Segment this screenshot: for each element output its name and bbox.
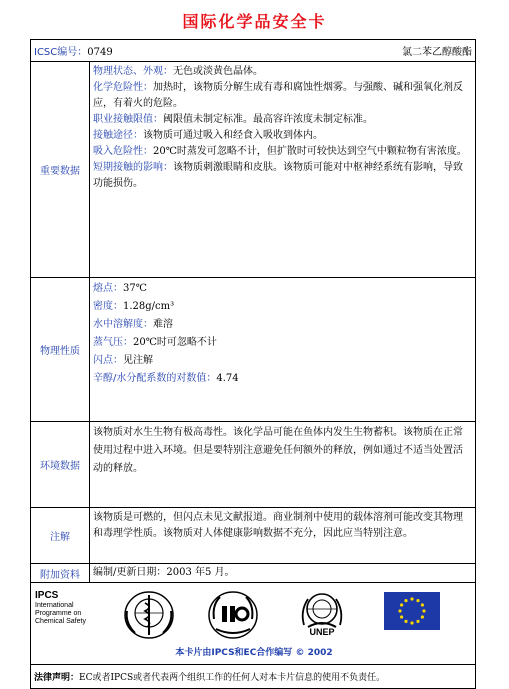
ipcs-logo-text: IPCS International Programme on Chemical Safety — [35, 590, 86, 625]
disclaimer: 法律声明： EC或者IPCS或者代表两个组织工作的任何人对本卡片信息的使用不负责任。 — [34, 673, 386, 683]
hazard-item: 吸入危险性：20℃时蒸发可忽略不计，但扩散时可较快达到空气中颗粒物有害浓度。 — [93, 146, 467, 157]
physical-item: 蒸气压：20℃时可忽略不计 — [93, 337, 217, 348]
card-header — [31, 40, 475, 62]
safety-card — [30, 39, 476, 689]
environment-label: 环境数据 — [31, 422, 90, 507]
additional-label: 附加资料 — [31, 564, 90, 582]
physical-content — [90, 278, 475, 421]
hazard-item: 接触途径：该物质可通过吸入和经食入吸收到体内。 — [93, 130, 323, 141]
physical-item: 水中溶解度：难溶 — [93, 319, 173, 330]
icsc-number: ICSC编号：0749 — [34, 47, 113, 58]
notes-text: 该物质是可燃的，但闪点未见文献报道。商业制剂中使用的载体溶剂可能改变其物理和毒理学性质。该物质对人体健康影响数据不充分，因此应当特别注意。 — [93, 512, 463, 539]
who-logo-icon — [121, 589, 177, 641]
physical-item: 密度：1.28g/cm³ — [93, 301, 175, 312]
logos-section — [31, 583, 475, 665]
additional-section — [31, 564, 475, 583]
eu-flag-icon — [384, 592, 440, 630]
hazard-item: 化学危险性：加热时，该物质分解生成有毒和腐蚀性烟雾。与强酸、碱和强氧化剂反应，有着火的危险。 — [93, 82, 463, 109]
card-title: 国际化学品安全卡 — [182, 12, 327, 31]
additional-text: 编制/更新日期：2003 年5 月。 — [93, 567, 235, 578]
hazard-label: 重要数据 — [31, 62, 90, 277]
hazard-item: 物理状态、外观：无色或淡黄色晶体。 — [93, 66, 263, 77]
unep-label: UNEP — [309, 627, 335, 637]
physical-section — [31, 278, 475, 422]
hazard-item: 短期接触的影响：该物质刺激眼睛和皮肤。该物质可能对中枢神经系统有影响，导致功能损伤。 — [93, 162, 463, 189]
environment-text: 该物质对水生生物有极高毒性。该化学品可能在鱼体内发生生物蓄积。该物质在正常使用过程中进入环境。但是要特别注意避免任何额外的释放，例如通过不适当处置活动的释放。 — [93, 427, 463, 474]
physical-item: 辛醇/水分配系数的对数值：4.74 — [93, 373, 239, 384]
ilo-logo-icon — [206, 589, 260, 641]
chemical-name: 氯二苯乙醇酸酯 — [402, 47, 472, 58]
hazard-item: 职业接触限值：阈限值未制定标准。最高容许浓度未制定标准。 — [93, 114, 373, 125]
hazard-section — [31, 62, 475, 278]
notes-label: 注解 — [31, 508, 90, 563]
physical-item: 熔点：37℃ — [93, 283, 147, 294]
physical-item: 闪点：见注解 — [93, 355, 153, 366]
environment-section — [31, 422, 475, 508]
hazard-content — [90, 62, 475, 277]
notes-section — [31, 508, 475, 564]
credit-line: 本卡片由IPCS和EC合作编写 © 2002 — [175, 648, 333, 658]
physical-label: 物理性质 — [31, 278, 90, 421]
